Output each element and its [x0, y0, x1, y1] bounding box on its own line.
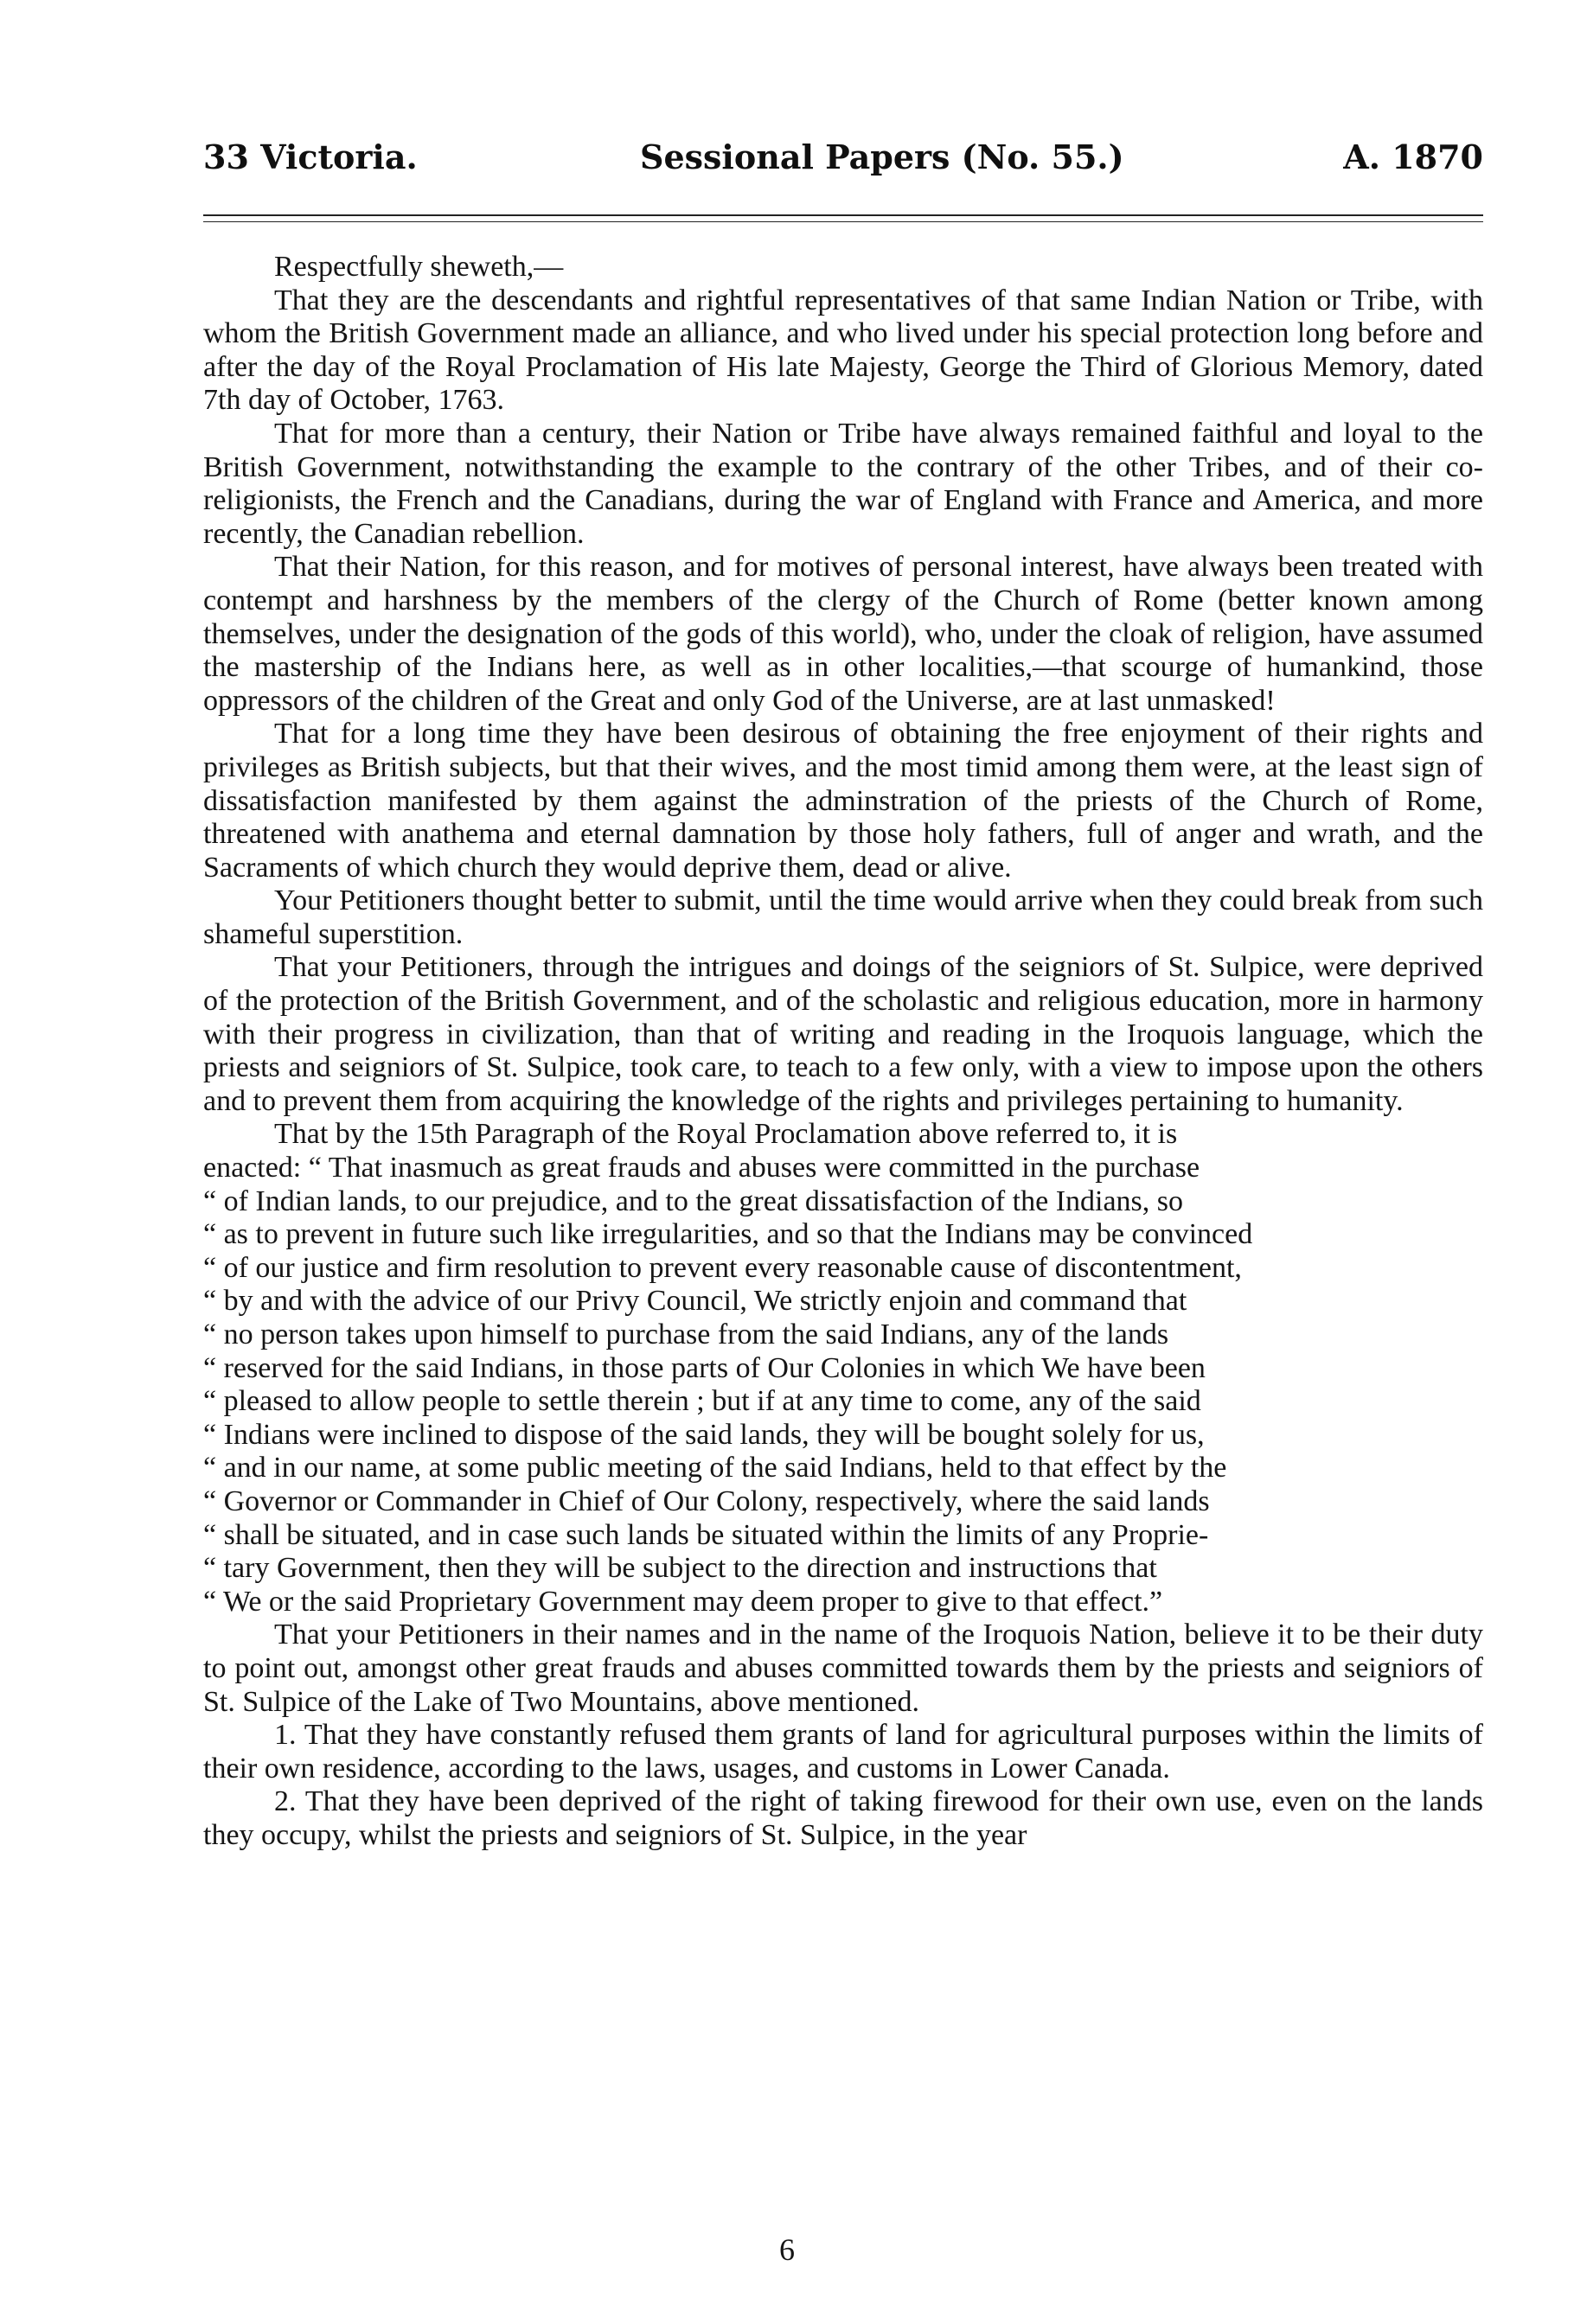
page-number: 6: [779, 2232, 795, 2267]
running-header: [203, 137, 1483, 188]
paragraph-submit: Your Petitioners thought better to submit, until the time would arrive when they could break from such shameful superstition.: [203, 884, 1483, 950]
quote-line: “ reserved for the said Indians, in those parts of Our Colonies in which We have been: [203, 1351, 1206, 1384]
quote-line: “ We or the said Proprietary Government may deem proper to give to that effect.”: [203, 1585, 1163, 1618]
quote-line: “ Indians were inclined to dispose of the said lands, they will be bought solely for us,: [203, 1418, 1205, 1451]
proclamation-quote: [203, 1152, 1483, 1618]
header-title: Sessional Papers (No. 55.): [640, 137, 1124, 176]
paragraph-proclamation-intro: That by the 15th Paragraph of the Royal Proclamation above referred to, it is: [274, 1118, 1178, 1151]
header-rule: [203, 214, 1483, 216]
petition-body: [203, 251, 1483, 1853]
paragraph-item-2: 2. That they have been deprived of the right of taking firewood for their own use, even on the lands they occupy, whilst the priests and seigniors of St. Sulpice, in the year: [203, 1785, 1483, 1851]
paragraph-descendants: That they are the descendants and rightful representatives of that same Indian Nation or Tribe, with whom the British Government made an alliance, and who lived under his special protection long before and after the day of the Royal Proclamation of His late Majesty, George the Third of Glorious Memory, dated 7th day of October, 1763.: [203, 284, 1483, 417]
quote-line: enacted: “ That inasmuch as great frauds and abuses were committed in the purchase: [203, 1152, 1200, 1184]
paragraph-rights: That for a long time they have been desirous of obtaining the free enjoyment of their rights and privileges as British subjects, but that their wives, and the most timid among them were, at the least sign of dissatisfaction manifested by them against the adminstration of the priests of the Church of Rome, threatened with anathema and eternal damnation by those holy fathers, full of anger and wrath, and the Sacraments of which church they would deprive them, dead or alive.: [203, 718, 1483, 884]
paragraph-duty: That your Petitioners in their names and in the name of the Iroquois Nation, believe it to be their duty to point out, amongst other great frauds and abuses committed towards them by the priests and seigniors of St. Sulpice of the Lake of Two Mountains, above mentioned.: [203, 1618, 1483, 1718]
paragraph-item-1: 1. That they have constantly refused them grants of land for agricultural purposes within the limits of their own residence, according to the laws, usages, and customs in Lower Canada.: [203, 1719, 1483, 1784]
quote-line: “ as to prevent in future such like irregularities, and so that the Indians may be convinced: [203, 1218, 1253, 1251]
quote-line: “ tary Government, then they will be subject to the direction and instructions that: [203, 1552, 1157, 1585]
header-year: A. 1870: [1343, 137, 1483, 176]
paragraph-loyalty: That for more than a century, their Nation or Tribe have always remained faithful and loyal to the British Government, notwithstanding the example to the contrary of the other Tribes, and of their co-religionists, the French and the Canadians, during the war of England with France and America, and more recently, the Canadian rebellion.: [203, 417, 1483, 550]
quote-line: “ of Indian lands, to our prejudice, and to the great dissatisfaction of the Indians, so: [203, 1184, 1184, 1217]
quote-line: “ by and with the advice of our Privy Council, We strictly enjoin and command that: [203, 1285, 1187, 1318]
greeting: Respectfully sheweth,—: [274, 251, 564, 283]
paragraph-contempt: That their Nation, for this reason, and for motives of personal interest, have always been treated with contempt and harshness by the members of the clergy of the Church of Rome (better known among themselves, under the designation of the gods of this world), who, under the cloak of religion, have assumed the mastership of the Indians here, as well as in other localities,—that scourge of humankind, those oppressors of the children of the Great and only God of the Universe, are at last unmasked!: [203, 551, 1483, 717]
paragraph-education: That your Petitioners, through the intrigues and doings of the seigniors of St. Sulpice, were deprived of the protection of the British Government, and of the scholastic and religious education, more in harmony with their progress in civilization, than that of writing and reading in the Iroquois language, which the priests and seigniors of St. Sulpice, took care, to teach to a few only, with a view to impose upon the others and to prevent them from acquiring the knowledge of the rights and privileges pertaining to humanity.: [203, 951, 1483, 1117]
quote-line: “ and in our name, at some public meeting of the said Indians, held to that effect by the: [203, 1452, 1227, 1484]
quote-line: “ shall be situated, and in case such lands be situated within the limits of any Proprie-: [203, 1518, 1209, 1551]
header-volume: 33 Victoria.: [203, 137, 418, 176]
quote-line: “ of our justice and firm resolution to prevent every reasonable cause of discontentment,: [203, 1251, 1242, 1284]
header-rule-thin: [203, 221, 1483, 222]
quote-line: “ pleased to allow people to settle therein ; but if at any time to come, any of the said: [203, 1385, 1201, 1418]
quote-line: “ no person takes upon himself to purchase from the said Indians, any of the lands: [203, 1318, 1169, 1350]
quote-line: “ Governor or Commander in Chief of Our Colony, respectively, where the said lands: [203, 1484, 1210, 1517]
